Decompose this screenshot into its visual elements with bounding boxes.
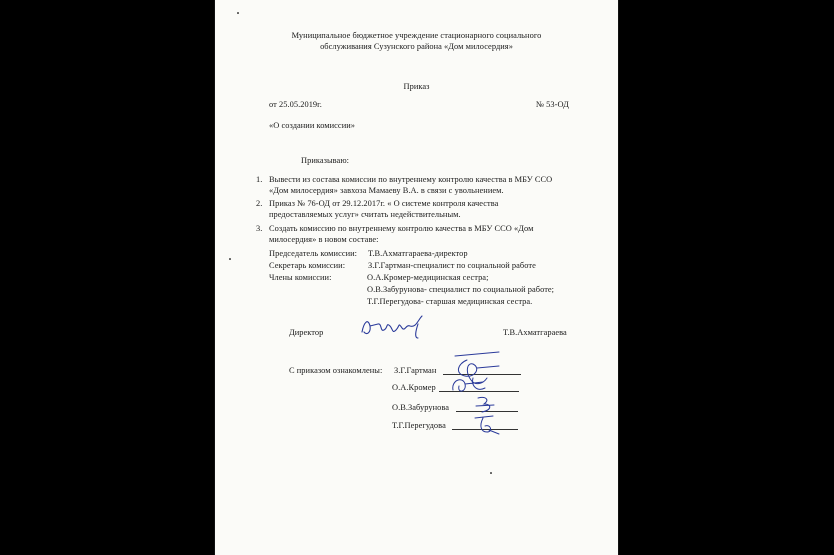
item-text-line: «Дом милосердия» завхоза Мамаеву В.А. в связи с увольнением.: [269, 186, 504, 195]
acquainted-name: О.А.Кромер: [392, 383, 436, 392]
order-directive: Приказываю:: [301, 156, 350, 165]
secretary-label: Секретарь комиссии:: [269, 261, 346, 270]
scan-speck: [490, 472, 492, 474]
director-signature: [358, 312, 436, 342]
signature-peregudova: [469, 412, 505, 436]
scan-speck: [229, 258, 231, 260]
document-page: [215, 0, 618, 555]
org-name-line-1: Муниципальное бюджетное учреждение стационарного социального: [291, 31, 542, 40]
document-type: Приказ: [403, 82, 430, 91]
acquainted-name: Т.Г.Перегудова: [392, 421, 446, 430]
acquainted-name: З.Г.Гартман: [394, 366, 437, 375]
member-entry: О.А.Кромер-медицинская сестра;: [367, 273, 489, 282]
order-date: от 25.05.2019г.: [269, 100, 322, 109]
item-text-line: предоставляемых услуг» считать недействительным.: [269, 210, 461, 219]
member-entry: О.В.Забурунова- специалист по социальной работе;: [367, 285, 555, 294]
scan-speck: [237, 12, 239, 14]
item-number: 3.: [256, 224, 263, 233]
item-text-line: Создать комиссию по внутреннему контролю качества в МБУ ССО «Дом: [269, 224, 534, 233]
item-number: 2.: [256, 199, 263, 208]
order-number: № 53-ОД: [536, 100, 569, 109]
chair-value: Т.В.Ахматгараева-директор: [368, 249, 468, 258]
item-text-line: Приказ № 76-ОД от 29.12.2017г. « О системе контроля качества: [269, 199, 499, 208]
item-text-line: Вывести из состава комиссии по внутреннему контролю качества в МБУ ССО: [269, 175, 553, 184]
director-title: Директор: [289, 328, 324, 337]
item-text-line: милосердия» в новом составе:: [269, 235, 379, 244]
member-entry: Т.Г.Перегудова- старшая медицинская сестра.: [367, 297, 533, 306]
acquainted-name: О.В.Забурунова: [392, 403, 450, 412]
secretary-value: З.Г.Гартман-специалист по социальной работе: [368, 261, 536, 270]
org-name-line-2: обслуживания Сузунского района «Дом милосердия»: [320, 42, 513, 51]
acquainted-label: С приказом ознакомлены:: [289, 366, 383, 375]
members-label: Члены комиссии:: [269, 273, 332, 282]
item-number: 1.: [256, 175, 263, 184]
order-subject: «О создании комиссии»: [269, 121, 355, 130]
director-name: Т.В.Ахматгараева: [503, 328, 567, 337]
chair-label: Председатель комиссии:: [269, 249, 358, 258]
